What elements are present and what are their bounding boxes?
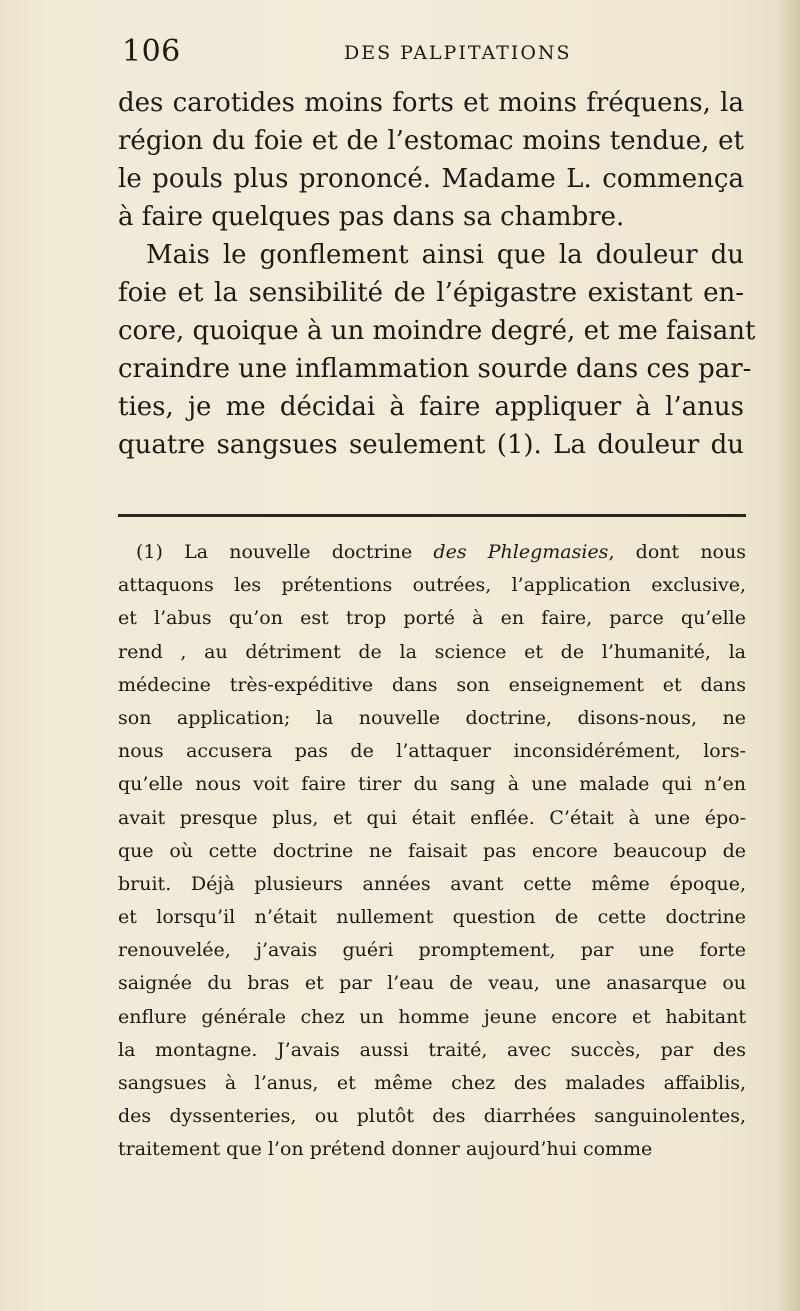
running-head: DES PALPITATIONS (344, 42, 572, 64)
text-line: foie et la sensibilité de l’épigastre existant en- (118, 278, 744, 308)
footnote-line: médecine très-expéditive dans son enseignement et dans (118, 673, 746, 696)
footnote-line: renouvelée, j’avais guéri promptement, par une forte (118, 939, 746, 962)
text-line: région du foie et de l’estomac moins tendue, et (118, 126, 744, 156)
page-edge-shadow (778, 0, 800, 1311)
footnote-line: bruit. Déjà plusieurs années avant cette même époque, (118, 872, 746, 895)
text-line: ties, je me décidai à faire appliquer à l’anus (118, 392, 744, 422)
footnote-line: sangsues à l’anus, et même chez des malades affaiblis, (118, 1072, 746, 1094)
text-line: quatre sangsues seulement (1). La douleur du (118, 430, 744, 460)
text-line: core, quoique à un moindre degré, et me faisant (118, 316, 756, 346)
footnote-lead-rest: , dont nous (608, 541, 746, 563)
text-line: à faire quelques pas dans sa chambre. (118, 202, 625, 232)
footnote-line: enflure générale chez un homme jeune encore et habitant (118, 1005, 746, 1028)
footnote-line: traitement que l’on prétend donner aujourd’hui comme (118, 1138, 653, 1161)
footnote-line: nous accusera pas de l’attaquer inconsidérément, lors- (118, 740, 746, 763)
footnote-line: rend , au détriment de la science et de l’humanité, la (118, 640, 746, 663)
footnote-line: et lorsqu’il n’était nullement question de cette doctrine (118, 906, 746, 929)
page-number: 106 (122, 34, 181, 69)
main-text (118, 84, 756, 464)
text-line: craindre une inflammation sourde dans ces par- (118, 354, 752, 384)
footnote-line: que où cette doctrine ne faisait pas encore beaucoup de (118, 839, 746, 862)
footnote-lead: (1) La nouvelle doctrine (136, 541, 434, 563)
footnote-line: et l’abus qu’on est trop porté à en faire, parce qu’elle (118, 607, 746, 630)
footnote-line: attaquons les prétentions outrées, l’application exclusive, (118, 574, 746, 597)
footnote-line: son application; la nouvelle doctrine, disons-nous, ne (118, 706, 746, 729)
footnote-line-first (118, 536, 746, 569)
footnote-line: la montagne. J’avais aussi traité, avec succès, par des (118, 1038, 746, 1061)
text-line: des carotides moins forts et moins fréquens, la (118, 88, 744, 118)
text-line: Mais le gonflement ainsi que la douleur du (146, 240, 744, 270)
text-line: le pouls plus prononcé. Madame L. commença (118, 164, 744, 194)
footnote-separator (118, 514, 746, 517)
footnote (118, 536, 746, 1167)
page-header (122, 34, 762, 74)
footnote-italic-title: des Phlegmasies (433, 541, 609, 563)
footnote-line: saignée du bras et par l’eau de veau, une anasarque ou (118, 972, 746, 995)
footnote-line: qu’elle nous voit faire tirer du sang à une malade qui n’en (118, 773, 746, 796)
footnote-line: avait presque plus, et qui était enflée. C’était à une épo- (118, 806, 746, 829)
footnote-line: des dyssenteries, ou plutôt des diarrhées sanguinolentes, (118, 1105, 746, 1128)
